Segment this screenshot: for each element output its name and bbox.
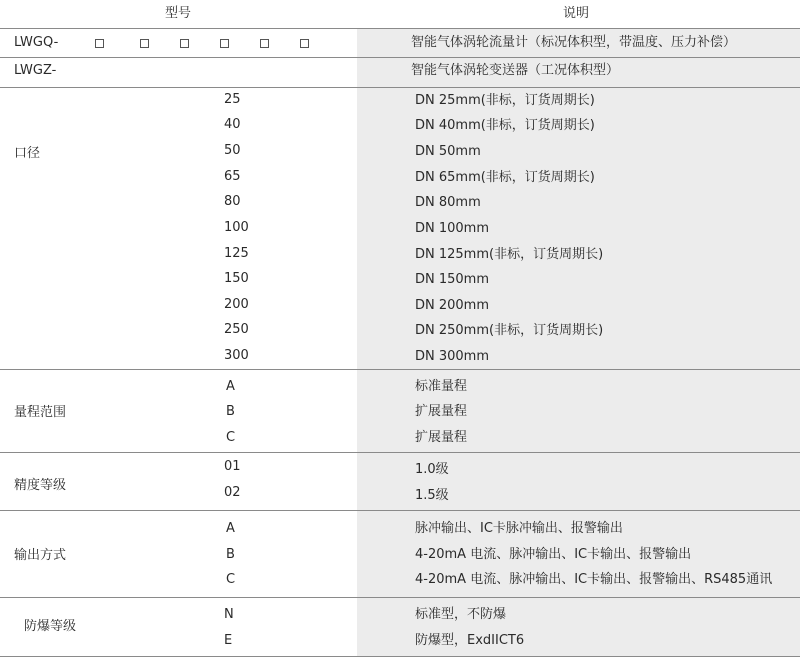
model-code-lwgq: LWGQ- xyxy=(14,35,59,50)
caliber-code: 200 xyxy=(224,297,249,312)
model-code-lwgz: LWGZ- xyxy=(14,63,57,78)
range-code: B xyxy=(226,404,235,419)
divider xyxy=(0,57,800,58)
divider xyxy=(0,452,800,453)
caliber-code: 50 xyxy=(224,143,241,158)
explosion-label: 防爆等级 xyxy=(24,619,77,634)
output-desc: 脉冲输出、IC卡脉冲输出、报警输出 xyxy=(415,521,623,536)
caliber-desc: DN 250mm(非标，订货周期长) xyxy=(415,323,604,338)
divider xyxy=(0,28,800,29)
caliber-desc: DN 125mm(非标，订货周期长) xyxy=(415,247,604,262)
range-code: A xyxy=(226,379,235,394)
caliber-desc: DN 80mm xyxy=(415,195,481,210)
output-desc: 4-20mA 电流、脉冲输出、IC卡输出、报警输出、RS485通讯 xyxy=(415,572,773,587)
caliber-desc: DN 50mm xyxy=(415,144,481,159)
caliber-code: 100 xyxy=(224,220,249,235)
divider xyxy=(0,656,800,657)
caliber-code: 125 xyxy=(224,246,249,261)
divider xyxy=(0,87,800,88)
model-desc-lwgq: 智能气体涡轮流量计（标况体积型，带温度、压力补偿） xyxy=(411,35,737,50)
accuracy-label: 精度等级 xyxy=(14,478,67,493)
output-code: A xyxy=(226,521,235,536)
placeholder-box xyxy=(180,39,189,48)
caliber-desc: DN 25mm(非标，订货周期长) xyxy=(415,93,595,108)
divider xyxy=(0,510,800,511)
caliber-desc: DN 200mm xyxy=(415,298,490,313)
caliber-code: 40 xyxy=(224,117,241,132)
output-label: 输出方式 xyxy=(14,548,67,563)
caliber-desc: DN 300mm xyxy=(415,349,490,364)
explosion-code: N xyxy=(224,607,234,622)
model-desc-lwgz: 智能气体涡轮变送器（工况体积型） xyxy=(411,63,620,78)
range-label: 量程范围 xyxy=(14,405,67,420)
placeholder-box xyxy=(95,39,104,48)
caliber-code: 250 xyxy=(224,322,249,337)
range-desc: 扩展量程 xyxy=(415,404,468,419)
output-desc: 4-20mA 电流、脉冲输出、IC卡输出、报警输出 xyxy=(415,547,692,562)
caliber-label: 口径 xyxy=(14,146,41,161)
range-desc: 扩展量程 xyxy=(415,430,468,445)
divider xyxy=(0,369,800,370)
caliber-code: 300 xyxy=(224,348,249,363)
accuracy-code: 02 xyxy=(224,485,241,500)
accuracy-desc: 1.5级 xyxy=(415,488,449,503)
caliber-desc: DN 150mm xyxy=(415,272,490,287)
placeholder-box xyxy=(140,39,149,48)
caliber-code: 65 xyxy=(224,169,241,184)
caliber-code: 25 xyxy=(224,92,241,107)
explosion-desc: 标准型，不防爆 xyxy=(415,607,507,622)
explosion-desc: 防爆型，ExdIICT6 xyxy=(415,633,525,648)
accuracy-code: 01 xyxy=(224,459,241,474)
output-code: B xyxy=(226,547,235,562)
divider xyxy=(0,597,800,598)
header-model: 型号 xyxy=(165,6,192,21)
placeholder-box xyxy=(220,39,229,48)
range-desc: 标准量程 xyxy=(415,379,468,394)
caliber-code: 150 xyxy=(224,271,249,286)
output-code: C xyxy=(226,572,236,587)
placeholder-box xyxy=(300,39,309,48)
caliber-desc: DN 65mm(非标，订货周期长) xyxy=(415,170,595,185)
placeholder-box xyxy=(260,39,269,48)
header-desc: 说明 xyxy=(563,6,590,21)
caliber-desc: DN 100mm xyxy=(415,221,490,236)
accuracy-desc: 1.0级 xyxy=(415,462,449,477)
explosion-code: E xyxy=(224,633,233,648)
caliber-code: 80 xyxy=(224,194,241,209)
range-code: C xyxy=(226,430,236,445)
caliber-desc: DN 40mm(非标，订货周期长) xyxy=(415,118,595,133)
